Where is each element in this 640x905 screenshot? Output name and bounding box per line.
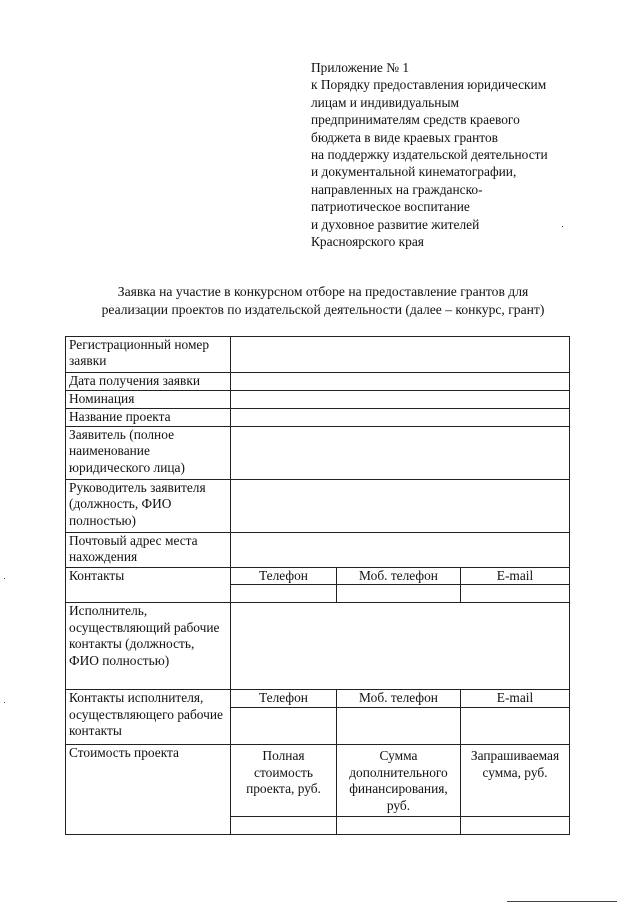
executor-email-header: E-mail bbox=[461, 690, 570, 708]
appendix-line: лицам и индивидуальным bbox=[311, 94, 459, 110]
nomination-value[interactable] bbox=[231, 391, 570, 409]
form-row-receipt-date bbox=[66, 373, 570, 391]
appendix-line: бюджета в виде краевых грантов bbox=[311, 129, 498, 145]
appendix-line: и духовное развитие жителей bbox=[311, 216, 480, 232]
requested-amount-header: Запрашиваемая сумма, руб. bbox=[461, 745, 570, 817]
form-row-executor bbox=[66, 603, 570, 690]
form-row-head bbox=[66, 480, 570, 533]
mobile-header: Моб. телефон bbox=[337, 568, 461, 585]
applicant-value[interactable] bbox=[231, 427, 570, 480]
executor-phone-header: Телефон bbox=[231, 690, 337, 708]
cost-label: Стоимость проекта bbox=[66, 745, 231, 835]
form-row-cost bbox=[66, 745, 570, 817]
receipt-date-value[interactable] bbox=[231, 373, 570, 391]
form-row-nomination bbox=[66, 391, 570, 409]
mobile-value[interactable] bbox=[337, 585, 461, 603]
scan-artifact-dot bbox=[4, 702, 5, 703]
executor-phone-value[interactable] bbox=[231, 708, 337, 745]
appendix-line: Красноярского края bbox=[311, 234, 424, 250]
contacts-label: Контакты bbox=[66, 568, 231, 603]
postal-address-value[interactable] bbox=[231, 533, 570, 568]
email-header: E-mail bbox=[461, 568, 570, 585]
application-form-table bbox=[65, 336, 570, 835]
executor-mobile-value[interactable] bbox=[337, 708, 461, 745]
scan-artifact-dot bbox=[4, 578, 5, 579]
form-row-applicant bbox=[66, 427, 570, 480]
head-value[interactable] bbox=[231, 480, 570, 533]
head-label: Руководитель заявителя (должность, ФИО полностью) bbox=[66, 480, 231, 533]
appendix-line: и документальной кинематографии, bbox=[311, 164, 517, 180]
project-name-value[interactable] bbox=[231, 409, 570, 427]
appendix-line: патриотическое воспитание bbox=[311, 199, 470, 215]
project-name-label: Название проекта bbox=[66, 409, 231, 427]
receipt-date-label: Дата получения заявки bbox=[66, 373, 231, 391]
form-row-reg-number bbox=[66, 337, 570, 373]
form-row-postal-address bbox=[66, 533, 570, 568]
document-title bbox=[40, 283, 606, 319]
reg-number-label: Регистрационный номер заявки bbox=[66, 337, 231, 373]
scan-artifact-line bbox=[507, 901, 617, 902]
appendix-line: Приложение № 1 bbox=[311, 60, 410, 75]
phone-value[interactable] bbox=[231, 585, 337, 603]
email-value[interactable] bbox=[461, 585, 570, 603]
phone-header: Телефон bbox=[231, 568, 337, 585]
executor-contacts-label: Контакты исполнителя, осуществляющего рабочие контакты bbox=[66, 690, 231, 745]
executor-mobile-header: Моб. телефон bbox=[337, 690, 461, 708]
title-line-1: Заявка на участие в конкурсном отборе на предоставление грантов для bbox=[117, 284, 529, 299]
appendix-line: на поддержку издательской деятельности bbox=[311, 147, 548, 163]
requested-amount-value[interactable] bbox=[461, 817, 570, 835]
reg-number-value[interactable] bbox=[231, 337, 570, 373]
additional-financing-header: Сумма дополнительного финансирования, руб. bbox=[337, 745, 461, 817]
applicant-label: Заявитель (полное наименование юридического лица) bbox=[66, 427, 231, 480]
appendix-line: к Порядку предоставления юридическим bbox=[311, 77, 547, 93]
executor-email-value[interactable] bbox=[461, 708, 570, 745]
executor-label: Исполнитель, осуществляющий рабочие контакты (должность, ФИО полностью) bbox=[66, 603, 231, 690]
additional-financing-value[interactable] bbox=[337, 817, 461, 835]
full-cost-value[interactable] bbox=[231, 817, 337, 835]
executor-value[interactable] bbox=[231, 603, 570, 690]
form-row-contacts bbox=[66, 568, 570, 585]
appendix-line: предпринимателям средств краевого bbox=[311, 112, 520, 128]
full-cost-header: Полная стоимость проекта, руб. bbox=[231, 745, 337, 817]
form-row-project-name bbox=[66, 409, 570, 427]
appendix-line: направленных на гражданско- bbox=[311, 181, 483, 197]
scan-artifact-dot bbox=[562, 226, 563, 227]
nomination-label: Номинация bbox=[66, 391, 231, 409]
appendix-header bbox=[311, 59, 621, 250]
form-row-executor-contacts bbox=[66, 690, 570, 708]
postal-address-label: Почтовый адрес места нахождения bbox=[66, 533, 231, 568]
title-line-2: реализации проектов по издательской деятельности (далее – конкурс, грант) bbox=[101, 302, 545, 317]
